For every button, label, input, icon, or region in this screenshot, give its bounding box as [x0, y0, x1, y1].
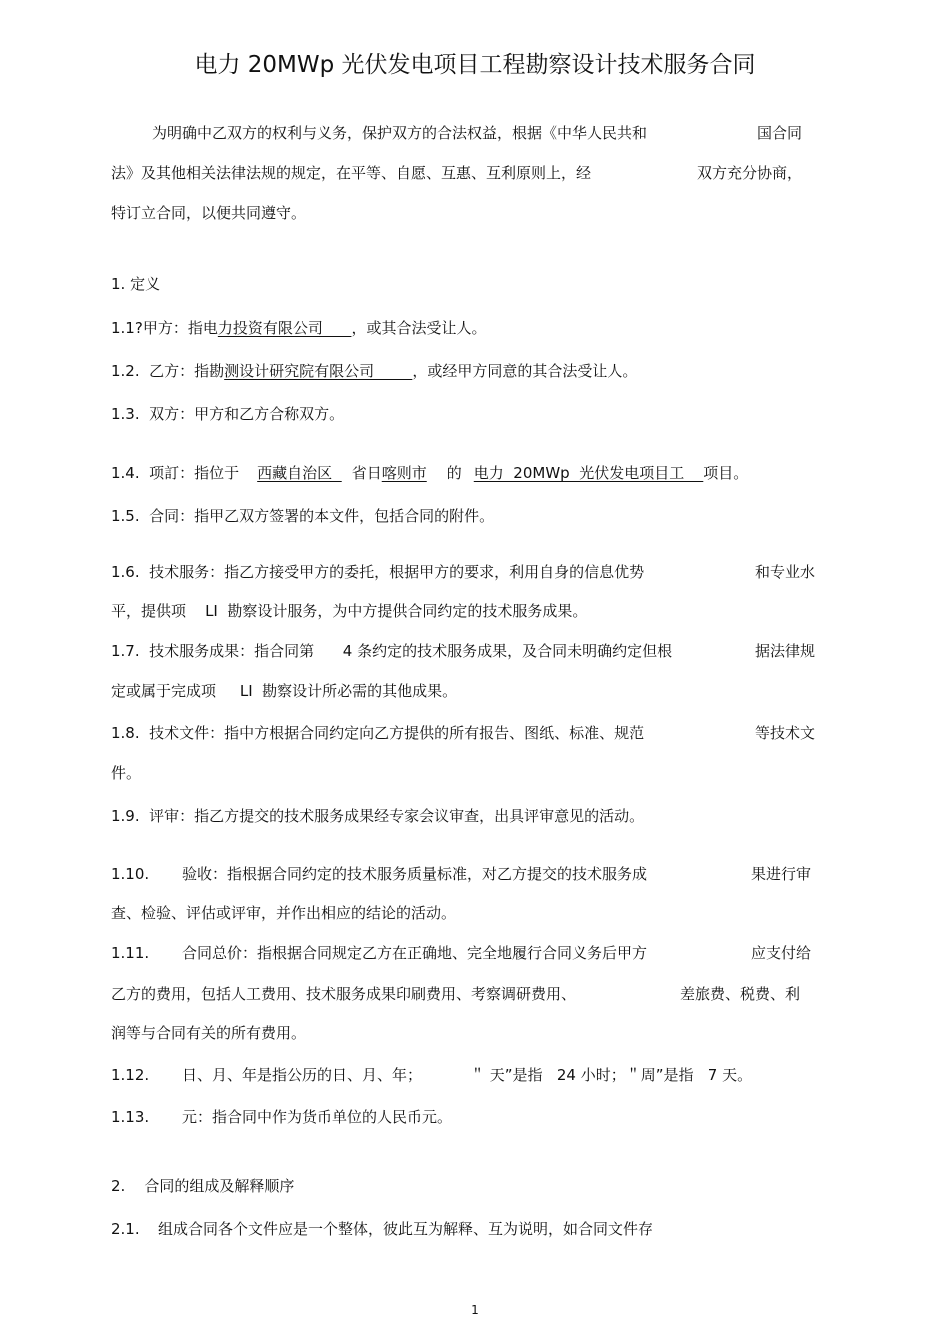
page-number: 1: [471, 1303, 479, 1317]
clause-2-1-number: 2.1.: [111, 1220, 140, 1238]
project-name: 电力 20MWp 光伏发电项目工: [473, 464, 704, 482]
clause-1-4: [111, 463, 748, 483]
clause-1-10-line-1: 验收：指根据合同约定的技术服务质量标准，对乙方提交的技术服务成: [182, 865, 648, 883]
clause-1-4-prefix: 1.4. 项訂：指位于: [111, 464, 240, 482]
preamble-line-1-tail: 国合同: [757, 124, 803, 142]
clause-1-11-number: 1.11.: [111, 944, 150, 962]
clause-1-8-line-1: 1.8. 技术文件：指中方根据合同约定向乙方提供的所有报告、图纸、标准、规范: [111, 724, 645, 742]
clause-1-8-line-1-tail: 等技术文: [755, 724, 816, 742]
clause-1-13-number: 1.13.: [111, 1108, 150, 1126]
clause-1-6-line-2: 平，提供项 LI 勘察设计服务，为中方提供合同约定的技术服务成果。: [111, 602, 588, 620]
document-title: 电力 20MWp 光伏发电项目工程勘察设计技术服务合同: [194, 52, 756, 78]
project-region: 西藏自治区: [257, 464, 342, 482]
clause-1-11-line-2: 乙方的费用，包括人工费用、技术服务成果印刷费用、考察调研费用、: [111, 985, 577, 1003]
clause-1-4-suffix: 项目。: [703, 464, 749, 482]
clause-1-2-suffix: ，或经甲方同意的其合法受让人。: [412, 362, 638, 380]
project-of: 的: [446, 464, 462, 482]
clause-1-10-line-1-tail: 果进行审: [751, 865, 812, 883]
clause-1-11-line-1: 合同总价：指根据合同规定乙方在正确地、完全地履行合同义务后甲方: [182, 944, 648, 962]
section-2-heading: 2. 合同的组成及解释顺序: [111, 1177, 295, 1195]
clause-1-7-line-1-tail: 据法律规: [755, 642, 816, 660]
project-city-prefix: 省日: [351, 464, 382, 482]
clause-1-9: 1.9. 评审：指乙方提交的技术服务成果经专家会议审查，出具评审意见的活动。: [111, 807, 645, 825]
clause-1-11-line-2-tail: 差旅费、税费、利: [680, 985, 801, 1003]
clause-1-1-suffix: ，或其合法受让人。: [351, 319, 487, 337]
clause-1-5: 1.5. 合同：指甲乙双方签署的本文件，包括合同的附件。: [111, 507, 495, 525]
clause-1-2-prefix: 1.2. 乙方：指勘: [111, 362, 225, 380]
preamble-line-2-tail: 双方充分协商，: [697, 164, 803, 182]
project-city: 喀则市: [381, 464, 427, 482]
clause-1-10-line-2: 查、检验、评估或评审，并作出相应的结论的活动。: [111, 904, 457, 922]
preamble-line-3: 特订立合同，以便共同遵守。: [111, 204, 307, 222]
clause-1-3: 1.3. 双方：甲方和乙方合称双方。: [111, 405, 345, 423]
clause-1-7-line-2: 定或属于完成项 LI 勘察设计所必需的其他成果。: [111, 682, 458, 700]
clause-2-1-text: 组成合同各个文件应是一个整体，彼此互为解释、互为说明，如合同文件存: [158, 1220, 654, 1238]
clause-1-12-text-tail: ＂ 天”是指 24 小时；＂周”是指 7 天。: [470, 1066, 753, 1084]
clause-1-1: [111, 318, 486, 338]
preamble-line-2: 法》及其他相关法律法规的规定，在平等、自愿、互惠、互利原则上，经: [111, 164, 592, 182]
preamble-line-1: 为明确中乙双方的权利与义务，保护双方的合法权益，根据《中华人民共和: [152, 124, 648, 142]
party-b-name: 测设计研究院有限公司: [224, 362, 413, 380]
clause-1-13-text: 元：指合同中作为货币单位的人民币元。: [182, 1108, 453, 1126]
clause-1-7-line-1: 1.7. 技术服务成果：指合同第 4 条约定的技术服务成果，及合同未明确约定但根: [111, 642, 673, 660]
clause-1-2: [111, 361, 637, 381]
clause-1-6-line-1: 1.6. 技术服务：指乙方接受甲方的委托，根据甲方的要求，利用自身的信息优势: [111, 563, 645, 581]
clause-1-8-line-2: 件。: [111, 764, 142, 782]
clause-1-1-prefix: 1.1?甲方：指电: [111, 319, 218, 337]
clause-1-11-line-1-tail: 应支付给: [751, 944, 812, 962]
clause-1-6-line-1-tail: 和专业水: [755, 563, 816, 581]
clause-1-12-text: 日、月、年是指公历的日、月、年；: [182, 1066, 423, 1084]
clause-1-10-number: 1.10.: [111, 865, 150, 883]
party-a-name: 力投资有限公司: [217, 319, 352, 337]
clause-1-12-number: 1.12.: [111, 1066, 150, 1084]
clause-1-11-line-3: 润等与合同有关的所有费用。: [111, 1024, 307, 1042]
section-1-heading: 1. 定义: [111, 275, 161, 293]
